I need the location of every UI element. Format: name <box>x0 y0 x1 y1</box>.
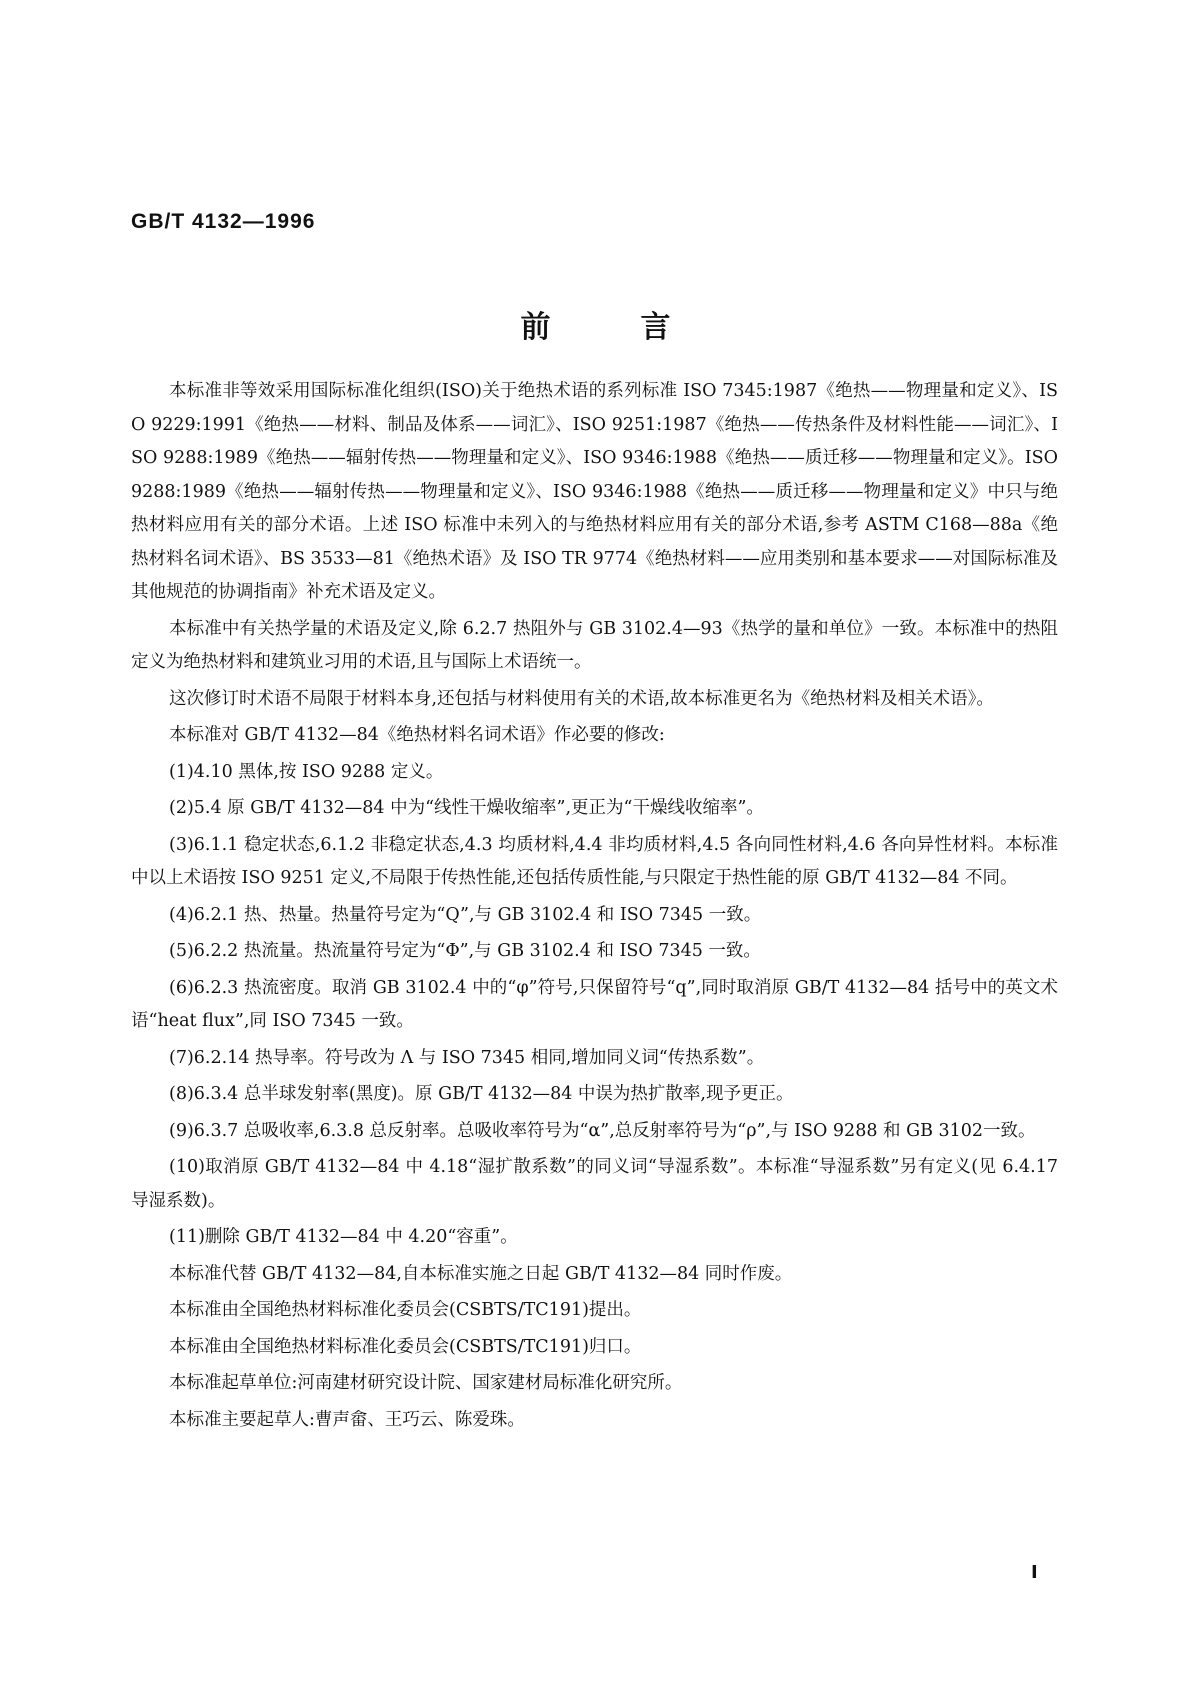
page-number: I <box>1031 1562 1038 1583</box>
paragraph-adoption: 本标准非等效采用国际标准化组织(ISO)关于绝热术语的系列标准 ISO 7345:1987《绝热——物理量和定义》、ISO 9229:1991《绝热——材料、制品及体系——词汇》、ISO 9251:1987《绝热——传热条件及材料性能——词汇》、ISO 9288:1989《绝热——辐射传热——物理量和定义》、ISO 9346:1988《绝热——质迁移——物理量和定义》。ISO 9288:1989《绝热——辐射传热——物理量和定义》、ISO 9346:1988《绝热——质迁移——物理量和定义》中只与绝热材料应用有关的部分术语。上述 ISO 标准中未列入的与绝热材料应用有关的部分术语,参考 ASTM C168—88a《绝热材料名词术语》、BS 3533—81《绝热术语》及 ISO TR 9774《绝热材料——应用类别和基本要求——对国际标准及其他规范的协调指南》补充术语及定义。 <box>131 381 1058 602</box>
foreword-body <box>131 375 1058 1440</box>
page-title: 前言 <box>520 310 761 345</box>
standard-code: GB/T 4132—1996 <box>131 210 316 233</box>
paragraph-replacement: 本标准代替 GB/T 4132—84,自本标准实施之日起 GB/T 4132—84 同时作废。 <box>169 1263 793 1284</box>
paragraph-drafters: 本标准主要起草人:曹声畲、王巧云、陈爱珠。 <box>169 1409 525 1430</box>
modification-item-10: (10)取消原 GB/T 4132—84 中 4.18“湿扩散系数”的同义词“导湿系数”。本标准“导湿系数”另有定义(见 6.4.17 导湿系数)。 <box>131 1157 1058 1211</box>
modification-item-8: (8)6.3.4 总半球发射率(黑度)。原 GB/T 4132—84 中误为热扩散率,现予更正。 <box>169 1084 794 1104</box>
paragraph-centralized-by: 本标准由全国绝热材料标准化委员会(CSBTS/TC191)归口。 <box>169 1336 642 1357</box>
modification-item-5: (5)6.2.2 热流量。热流量符号定为“Φ”,与 GB 3102.4 和 ISO 7345 一致。 <box>169 941 761 961</box>
paragraph-modifications-intro: 本标准对 GB/T 4132—84《绝热材料名词术语》作必要的修改: <box>169 725 665 745</box>
paragraph-renaming: 这次修订时术语不局限于材料本身,还包括与材料使用有关的术语,故本标准更名为《绝热材料及相关术语》。 <box>169 688 994 709</box>
modification-item-7: (7)6.2.14 热导率。符号改为 Λ 与 ISO 7345 相同,增加同义词“传热系数”。 <box>169 1047 765 1068</box>
modification-item-4: (4)6.2.1 热、热量。热量符号定为“Q”,与 GB 3102.4 和 ISO 7345 一致。 <box>169 904 762 925</box>
paragraph-proposed-by: 本标准由全国绝热材料标准化委员会(CSBTS/TC191)提出。 <box>169 1300 642 1320</box>
paragraph-thermal-terms: 本标准中有关热学量的术语及定义,除 6.2.7 热阻外与 GB 3102.4—93《热学的量和单位》一致。本标准中的热阻定义为绝热材料和建筑业习用的术语,且与国际上术语统一。 <box>131 618 1058 672</box>
modification-item-1: (1)4.10 黑体,按 ISO 9288 定义。 <box>169 761 444 782</box>
modification-item-2: (2)5.4 原 GB/T 4132—84 中为“线性干燥收缩率”,更正为“干燥线收缩率”。 <box>169 798 764 818</box>
modification-item-11: (11)删除 GB/T 4132—84 中 4.20“容重”。 <box>169 1227 518 1247</box>
modification-item-3: (3)6.1.1 稳定状态,6.1.2 非稳定状态,4.3 均质材料,4.4 非均质材料,4.5 各向同性材料,4.6 各向异性材料。本标准中以上术语按 ISO 9251 定义,不局限于传热性能,还包括传质性能,与只限定于热性能的原 GB/T 4132—84 不同。 <box>131 834 1058 888</box>
modification-item-6: (6)6.2.3 热流密度。取消 GB 3102.4 中的“φ”符号,只保留符号“q”,同时取消原 GB/T 4132—84 括号中的英文术语“heat flux”,同 ISO 7345 一致。 <box>131 977 1058 1031</box>
modification-item-9: (9)6.3.7 总吸收率,6.3.8 总反射率。总吸收率符号为“α”,总反射率符号为“ρ”,与 ISO 9288 和 GB 3102一致。 <box>169 1120 1036 1141</box>
paragraph-drafting-units: 本标准起草单位:河南建材研究设计院、国家建材局标准化研究所。 <box>169 1373 683 1393</box>
